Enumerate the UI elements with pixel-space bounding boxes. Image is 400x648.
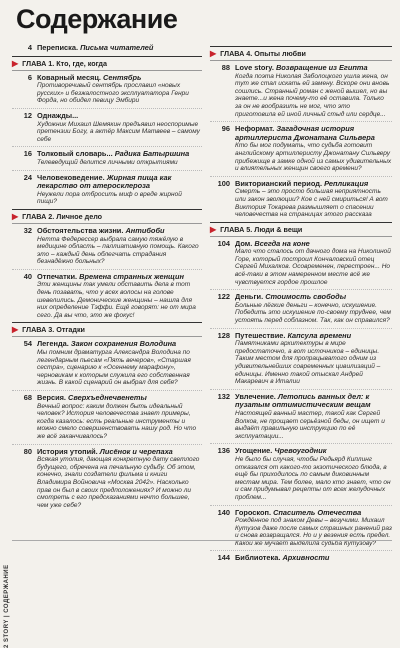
chapter-header — [12, 322, 202, 337]
page-number: 32 — [23, 225, 32, 235]
entry-rubric: Обстоятельства жизни. — [37, 225, 124, 235]
toc-entry[interactable] — [12, 74, 202, 105]
page-number: 4 — [27, 43, 32, 52]
entry-divider — [210, 289, 392, 290]
entry-divider — [12, 390, 202, 391]
entry-description: Всякая утопия, дающая конкретную дату светлого будущего, обречена на печальную судьбу. Об этом, конечно, знали создатели фильма и книги Владимира Войновича «Москва 2042». Насколько прав он был в своих предположениях? И можно ли смотреть с его предсказаниями нечто большее, чем уже себе? — [37, 456, 200, 509]
chapter-header — [12, 209, 202, 224]
entry-rubric: Отпечатки. — [37, 271, 78, 281]
entry-rubric: Человековедение. — [37, 172, 105, 182]
entry-subtitle: Возвращение из Египта — [275, 63, 368, 72]
entry-subtitle: Письма читателей — [80, 43, 154, 52]
chapter-arrow-icon: ▶ — [12, 325, 19, 335]
toc-entry[interactable] — [12, 448, 202, 510]
page-title: Содержание — [16, 4, 178, 34]
page-number: 128 — [217, 330, 230, 340]
entry-subtitle: Времена странных женщин — [79, 271, 184, 281]
page-number: 144 — [217, 553, 230, 563]
entry-rubric: Путешествие. — [235, 330, 286, 340]
page-number: 122 — [217, 292, 230, 302]
entry-description: Вечный вопрос: каким должен быть идеальный человек? История человечества знает примеры, когда казалось: есть реальные инструменты и можно смело совершенствовать нашу род. Но что же всё заканчивалось? — [37, 402, 197, 440]
entry-rubric: Дом. — [235, 238, 253, 248]
bottom-rule — [12, 540, 392, 541]
entry-rubric: Легенда. — [37, 339, 69, 349]
entry-subtitle: Архивности — [282, 553, 330, 563]
entry-rubric: Однажды... — [37, 110, 79, 120]
toc-entry[interactable] — [12, 174, 202, 206]
entry-description: Больные лёгкие деньги – конечно, искушение. Победить это искушение по-своему труднее, чем устоять перед соблазном. Так, как он справился? — [235, 301, 391, 325]
entry-rubric: Угощение. — [235, 446, 273, 456]
page-number: 132 — [217, 391, 230, 401]
page-number: 68 — [23, 393, 32, 402]
entry-divider — [210, 389, 392, 390]
entry-divider — [12, 444, 202, 445]
toc-entry[interactable] — [12, 112, 202, 143]
entry-description: Неужели пора отбросить миф о вреде жирной пищи? — [37, 190, 182, 206]
entry-rubric: Love story. — [235, 63, 274, 72]
entry-subtitle: Сентябрь — [103, 72, 142, 82]
chapter-header — [12, 56, 202, 71]
page-number: 100 — [217, 178, 230, 188]
toc-entry[interactable] — [210, 293, 392, 324]
toc-entry[interactable] — [12, 227, 202, 266]
entry-divider — [12, 170, 202, 171]
entry-divider — [210, 328, 392, 329]
chapter-header — [210, 222, 392, 237]
page-number: 6 — [27, 72, 32, 82]
entry-subtitle: Лисёнок и черепаха — [99, 446, 173, 456]
toc-entry[interactable] — [12, 394, 202, 441]
gutter — [0, 120, 10, 648]
entry-subtitle: Чревоугодник — [274, 446, 327, 456]
entry-description: Телеведущий делится личными открытиями — [37, 158, 178, 166]
toc-entry[interactable] — [12, 340, 202, 387]
entry-rubric: Гороскоп. — [235, 507, 272, 517]
page-number: 80 — [23, 446, 32, 456]
entry-rubric: Увлечение. — [235, 391, 276, 401]
chapter-label: ГЛАВА 4. Опыты любви — [220, 49, 306, 58]
page-number: 40 — [23, 271, 32, 281]
chapter-label: ГЛАВА 5. Люди & вещи — [220, 224, 303, 234]
page-number: 88 — [221, 63, 230, 72]
toc-entry[interactable] — [12, 44, 202, 53]
page-number: 140 — [217, 507, 230, 517]
page-number: 136 — [217, 446, 230, 456]
entry-divider — [210, 505, 392, 506]
entry-subtitle: Загадочная история артиллериста Джонатана Сильвера — [235, 124, 375, 142]
entry-subtitle: Капсула времени — [287, 330, 352, 340]
toc-entry[interactable] — [210, 509, 392, 548]
entry-subtitle: Стоимость свободы — [265, 292, 347, 302]
entry-divider — [210, 550, 392, 551]
entry-subtitle: Закон сохранения Володина — [70, 339, 177, 349]
entry-description: Смерть – это просто большая неприятность или закон эволюции? Кое с ней смириться! А вот Виктория Токарева размышляет о спасении человечества на страницах этого рассказа — [235, 188, 388, 219]
chapter-label: ГЛАВА 1. Кто, где, когда — [22, 58, 107, 68]
gutter-label: 2 STORY | СОДЕРЖАНИЕ — [4, 564, 10, 648]
entry-subtitle: Репликация — [324, 178, 369, 188]
entry-subtitle: Радика Батыршина — [114, 149, 190, 159]
toc-entry[interactable] — [210, 554, 392, 563]
page-number: 16 — [23, 149, 32, 159]
entry-divider — [12, 108, 202, 109]
toc-entry[interactable] — [210, 125, 392, 173]
entry-divider — [12, 269, 202, 270]
entry-divider — [210, 121, 392, 122]
entry-divider — [12, 146, 202, 147]
chapter-header — [210, 46, 392, 61]
entry-divider — [210, 443, 392, 444]
toc-entry[interactable] — [12, 150, 202, 166]
chapter-arrow-icon: ▶ — [12, 58, 19, 68]
entry-description: Рождённое под знаком Девы – везучими. Михаил Кутузов даже после самых страшных ранений раз и снова возвращался. Но и у везения есть предел. Какой же мучает выделила судьба Кутузову? — [235, 517, 392, 547]
entry-rubric: История утопий. — [37, 446, 98, 456]
toc-column-right — [210, 44, 392, 566]
entry-subtitle: Всегда на коне — [254, 238, 310, 248]
toc-column-left — [12, 44, 202, 512]
entry-rubric: Викторианский период. — [235, 178, 322, 188]
entry-rubric: Коварный месяц. — [37, 72, 101, 82]
entry-rubric: Версия. — [37, 393, 66, 402]
entry-description: Не было бы случая, чтобы Редьярд Киплинг отказался от какого-то экзотического блюда, в ещё бы приходилось по самым диковинным местам мира. Тем более, мало кто знает, что он и сам придумывал рецепты от всех желудочных проблем... — [235, 455, 391, 501]
toc-entry[interactable] — [210, 180, 392, 219]
page-number: 24 — [23, 172, 32, 182]
entry-rubric: Толковый словарь... — [37, 149, 113, 159]
entry-subtitle: Антибоби — [125, 225, 165, 235]
entry-subtitle: Жирная пища как лекарство от атеросклероза — [37, 172, 172, 191]
chapter-arrow-icon: ▶ — [210, 49, 217, 58]
entry-description: Когда поэта Николая Заболоцкого ушла жена, он тут же стал искать ей замену. Вскоре они вновь сошлись. Странный роман с женой вышел, но вы знаете...и жена почему-то её оставила. Только за он не вообразить не мог, что это приготовила ей иной личный стыд или сердце... — [235, 72, 390, 118]
entry-subtitle: Сверхъеднечвенеты — [68, 393, 147, 402]
chapter-label: ГЛАВА 3. Отгадки — [22, 325, 85, 335]
entry-rubric: Переписка. — [37, 43, 79, 52]
toc-entry[interactable] — [210, 332, 392, 386]
entry-description: Противоречивый сентябрь прославил «новых русских» и безжалостного эксплуататора Генри Форда, но обидел певицу Эмбири — [37, 82, 189, 105]
toc-entry[interactable] — [210, 447, 392, 501]
entry-description: Художник Михаил Шемякин предъявил неоспоримые претензии Богу, а актёр Максим Матвеев – самому себе — [37, 120, 200, 143]
page-number: 12 — [23, 110, 32, 120]
entry-description: Эти женщины так умели обставить дела в тот день позавать, что у всех волосы на голове шевелились. Демонические женщины – нашла для них определение Тэффи. Ещё говорят: не от мира сего. Да вы что, это же фокус! — [37, 281, 196, 319]
chapter-arrow-icon: ▶ — [210, 224, 217, 234]
entry-subtitle: Спаситель Отечества — [273, 507, 362, 517]
entry-description: Нетта Федерессер выбрала самую тяжёлую в медицине область – паллиативную помощь. Какого это – каждый день облегчать страдания безнадёжно больных? — [37, 235, 199, 266]
toc-entry[interactable] — [12, 273, 202, 320]
toc-entry[interactable] — [210, 64, 392, 118]
entry-subtitle: Летопись ванных дел: к пузатым оптимистическим вещам — [235, 391, 371, 410]
page-number: 54 — [23, 339, 32, 349]
toc-entry[interactable] — [210, 240, 392, 287]
entry-rubric: Деньги. — [235, 292, 264, 302]
entry-description: Настоящей ванный мастер, такой как Сергей Волков, не прощает серьёзной беды, он ищет и выдаёт правильную инструкцию по её эксплуатации... — [235, 409, 385, 440]
entry-description: Памятниками архитектуры в мире предостаточно, а вот источников – единицы. Таким местом для пропрацыватого одним из удивительнейших современных цивилизаций – единицы. Именно такой отыскал Андрей Макаревич в Италии — [235, 340, 381, 386]
toc-entry[interactable] — [210, 393, 392, 441]
page-number: 96 — [221, 124, 230, 134]
entry-description: Мы помним драматурга Александра Володина по легендарным пьесам «Пять вечеров», «Старшая сестра», сценарию к «Осеннему марафону», черновикам к которым служила его собственная жизнь. В какой сценарий он выбрал для себя? — [37, 349, 191, 387]
chapter-label: ГЛАВА 2. Личное дело — [22, 211, 103, 221]
entry-description: Кто бы мог подумать, что судьба готовит английскому артиллеристу Джонатану Сильверу прибежище в замке одной из самых удивительных и влиятельных женщин своего времени? — [235, 142, 392, 173]
entry-rubric: Неформат. — [235, 124, 275, 134]
entry-rubric: Библиотека. — [235, 553, 281, 563]
page-number: 104 — [217, 238, 230, 248]
entry-divider — [210, 176, 392, 177]
chapter-arrow-icon: ▶ — [12, 211, 19, 221]
entry-description: Мало что сталось от дачного дома на Николиной Горе, который построил Кончаловский отец Сергей Михалков. Осовременен, перестроен... Но всё-таки в этом намеренном месте всё же чувствуется гордое прошлое — [235, 248, 391, 286]
